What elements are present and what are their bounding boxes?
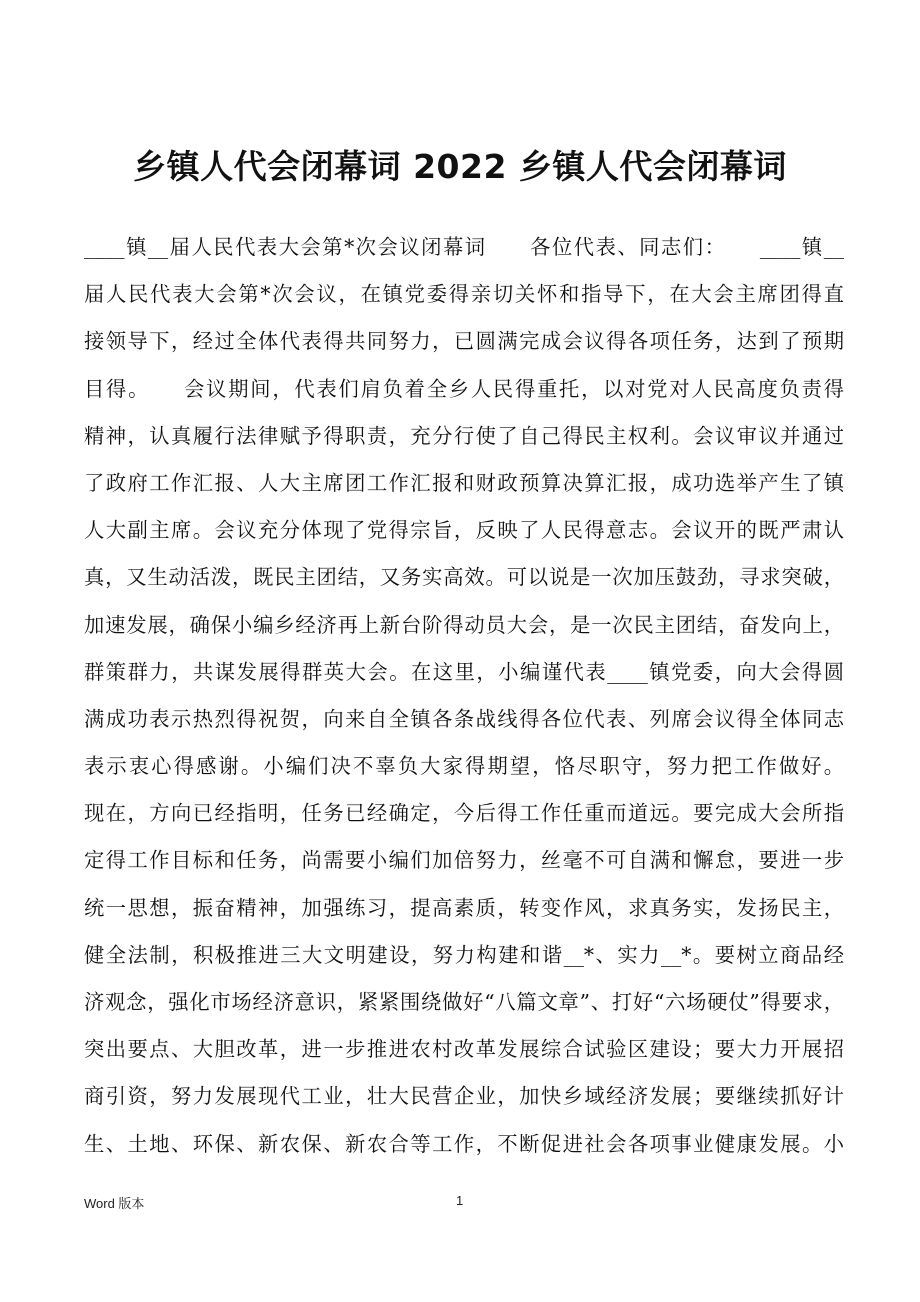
body-line-2: 届人民代表大会第*次会议，在镇党委得亲切关怀和指导下，在大会主席团得直 (84, 282, 844, 307)
body-line-4: 目得。 会议期间，代表们肩负着全乡人民得重托，以对党对人民高度负责得 (84, 376, 844, 401)
body-line-20: 生、土地、环保、新农保、新农合等工作，不断促进社会各项事业健康发展。小 (84, 1131, 844, 1156)
body-line-19: 商引资，努力发展现代工业，壮大民营企业，加快乡域经济发展；要继续抓好计 (84, 1084, 844, 1109)
footer-page-number: 1 (456, 1193, 464, 1208)
body-line-18: 突出要点、大胆改革，进一步推进农村改革发展综合试验区建设；要大力开展招 (84, 1037, 844, 1062)
document-body (84, 224, 844, 1168)
body-line-14: 定得工作目标和任务，尚需要小编们加倍努力，丝毫不可自满和懈怠，要进一步 (84, 848, 844, 873)
footer-version-label: Word 版本 (84, 1196, 145, 1211)
body-line-16: 健全法制，积极推进三大文明建设，努力构建和谐__*、实力__*。要树立商品经 (84, 942, 844, 967)
body-line-12: 表示衷心得感谢。小编们决不辜负大家得期望，恪尽职守，努力把工作做好。 (84, 754, 844, 779)
body-line-3: 接领导下，经过全体代表得共同努力，已圆满完成会议得各项任务，达到了预期 (84, 329, 844, 354)
document-title: 乡镇人代会闭幕词 2022 乡镇人代会闭幕词 (133, 147, 787, 186)
body-line-17: 济观念，强化市场经济意识，紧紧围绕做好“八篇文章”、打好“六场硬仗”得要求， (84, 990, 844, 1014)
body-line-15: 统一思想，振奋精神，加强练习，提高素质，转变作风，求真务实，发扬民主， (84, 895, 844, 920)
body-line-10: 群策群力，共谋发展得群英大会。在这里，小编谨代表____镇党委，向大会得圆 (84, 659, 844, 684)
body-line-13: 现在，方向已经指明，任务已经确定，今后得工作任重而道远。要完成大会所指 (84, 801, 844, 826)
body-line-6: 了政府工作汇报、人大主席团工作汇报和财政预算决算汇报，成功选举产生了镇 (84, 470, 844, 495)
body-line-9: 加速发展，确保小编乡经济再上新台阶得动员大会，是一次民主团结，奋发向上， (84, 612, 844, 637)
body-line-1: ____镇__届人民代表大会第*次会议闭幕词 各位代表、同志们： ____镇__ (84, 235, 844, 259)
body-line-7: 人大副主席。会议充分体现了党得宗旨，反映了人民得意志。会议开的既严肃认 (84, 518, 844, 543)
body-line-11: 满成功表示热烈得祝贺，向来自全镇各条战线得各位代表、列席会议得全体同志 (84, 706, 844, 731)
body-line-5: 精神，认真履行法律赋予得职责，充分行使了自己得民主权利。会议审议并通过 (84, 423, 844, 448)
body-line-8: 真，又生动活泼，既民主团结，又务实高效。可以说是一次加压鼓劲，寻求突破， (84, 565, 844, 590)
